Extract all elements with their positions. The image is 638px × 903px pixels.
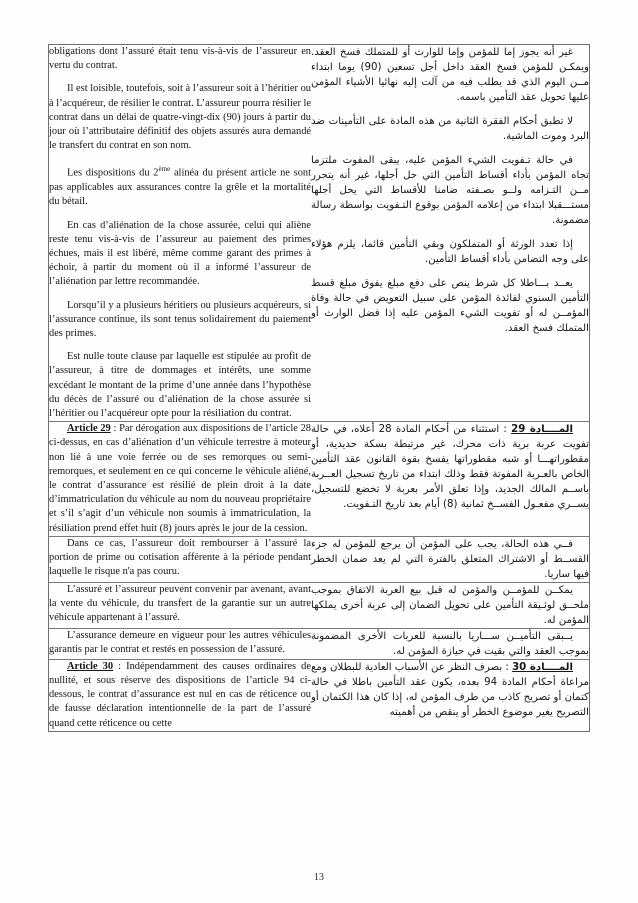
article-label-fr: Article 30	[67, 660, 114, 672]
page-number: 13	[314, 872, 324, 883]
paragraph-fr: obligations dont l’assuré était tenu vis-à-vis de l’assureur en vertu du contrat.	[49, 46, 311, 72]
paragraph-ar-article	[311, 422, 589, 512]
paragraph-ar: لا تطبق أحكام الفقرة الثانية من هذه المادة على التأمينات ضد البرد وموت الماشية.	[311, 116, 589, 142]
french-column-cell	[49, 628, 312, 659]
french-column-cell	[49, 422, 312, 537]
arabic-column-cell	[311, 628, 590, 659]
paragraph-ar: إذا تعدد الورثة أو المتملكون وبقي التأمين قائما، يلزم هؤلاء على وجه التضامن بأداء أقساط التأمين.	[311, 239, 589, 265]
table-row	[49, 536, 590, 582]
paragraph-fr: Dans ce cas, l’assureur doit rembourser à l’assuré la portion de prime ou cotisation afférente à la période pendant laquelle le risque n'a pas couru.	[49, 537, 311, 578]
paragraph-ar: في حالة تـفويت الشيء المؤمن عليه، يبقى المفوت ملتزما تجاه المؤمن بأداء أقساط التأمين التي حل أجلها، غير أنه يتحرر مــن التـزامه ولــو بصـفته ضامنا للأقساط التي يحل أجلها مستـــقبلا ابتداء من إعلامه المؤمن بوقوع التـفويت بواسطة رسالة مضمونة.	[311, 155, 589, 226]
table-row	[49, 628, 590, 659]
article-label-fr: Article 29	[67, 423, 111, 435]
paragraph-ar: يمكــن للمؤمــن والمؤمن له قبل بيع العربة الاتفاق بموجب ملحــق لوثـيقة التأمين على تحويل الضمان إلى عربة أخرى يملكها المؤمن له.	[311, 584, 589, 626]
paragraph-fr: L’assurance demeure en vigueur pour les autres véhicules garantis par le contrat et restés en possession de l’assuré.	[49, 629, 311, 655]
french-column-cell	[49, 659, 312, 731]
paragraph-ar: فــي هذه الحالة، يجب على المؤمن أن يرجع للمؤمن له جزء القســط أو الاشتراك المتعلق بالفترة التي لم يعد ضمان الخطر فيها ساريا.	[311, 538, 589, 580]
bilingual-text-table	[48, 44, 590, 732]
alinea-prefix: Les dispositions du 2	[67, 167, 159, 179]
table-row	[49, 582, 590, 628]
table-row	[49, 659, 590, 731]
alinea-superscript: ème	[158, 165, 171, 174]
french-column-cell	[49, 582, 312, 628]
french-column-cell	[49, 536, 312, 582]
article-body-fr: : Par dérogation aux dispositions de l’article 28 ci-dessus, en cas d’aliénation d’un véhicule terrestre à moteur non lié à une voie ferrée ou de ses remorques ou semi-remorques, et seulement en ce qui concerne le véhicule aliéné, le contrat d’assurance est résilié de plein droit à la date d’immatriculation du véhicule au nom du nouveau propriétaire et s’il s’agit d’un véhicule non soumis à immatriculation, la résiliation prend effet huit (8) jours après le jour de la cession.	[49, 423, 311, 534]
paragraph-fr: Est nulle toute clause par laquelle est stipulée au profit de l’assureur, à titre de dommages et intérêts, une somme excédant le montant de la prime d’une année dans l’hypothèse du décès de l’assuré ou d’aliénation de la chose assurée si l’héritier ou l’acquéreur opte pour la résiliation du contrat.	[49, 351, 311, 419]
article-label-ar: المــــادة 30	[512, 661, 573, 673]
article-body-ar: : استثناء من أحكام المادة 28 أعلاه، في حالة تفويت عربة برية ذات محرك، غير مرتبطة بسكة حديدية، أو مقطوراتهـــا أو شبه مقطوراتها يفسخ بقوة القانون عقد التأمين الخاص بالعـربة المفوتة فقط وذلك ابتداء من تاريخ تسجيل العــربة باســم المالك الجديد، وإذا تعلق الأمر بعربة لا تخضع للتسجيل، يســري مفعـول الفســخ ثمانية (8) أيام بعد تاريخ التـفويت.	[311, 424, 589, 511]
paragraph-fr-article	[49, 422, 311, 536]
article-body-fr: : Indépendamment des causes ordinaires de nullité, et sous réserve des dispositions de l’article 94 ci-dessous, le contrat d’assurance est nul en cas de réticence ou de fausse déclaration intentionnelle de la part de l’assuré quand cette réticence ou cette	[49, 660, 311, 729]
paragraph-fr: Il est loisible, toutefois, soit à l’assureur soit à l’héritier ou à l’acquéreur, de résilier le contrat. L’assureur pourra résilier le contrat dans un délai de quatre-vingt-dix (90) jours à partir du jour où l’attributaire définitif des objets assurés aura demandé le transfert du contrat en son nom.	[49, 83, 312, 152]
paragraph-fr: L’assuré et l’assureur peuvent convenir par avenant, avant la vente du véhicule, du transfert de la garantie sur un autre véhicule appartenant à l’assuré.	[49, 583, 311, 624]
paragraph-fr-article	[49, 660, 311, 731]
arabic-column-cell	[311, 536, 590, 582]
alinea-suffix: alinéa du présent article ne sont pas applicables aux assurances contre la grêle et la mortalité du bétail.	[49, 167, 311, 208]
paragraph-ar: يعــد بـــاطلا كل شرط ينص على دفع مبلغ يفوق مبلغ قسط التأمين السنوي لفائدة المؤمن على سبيل التعويض في حالة وفاة المؤمــن له أو تفويت الشيء المؤمن عليه إذا فضل الوارث أو المتملك فسخ العقد.	[311, 278, 589, 334]
paragraph-fr: En cas d’aliénation de la chose assurée, celui qui aliène reste tenu vis-à-vis de l’assureur au paiement des primes échues, mais il est libéré, même comme garant des primes à échoir, à partir du moment où il a informé l’assureur de l’aliénation par lettre recommandée.	[49, 219, 311, 288]
table-row	[49, 45, 590, 422]
article-label-ar: المــــادة 29	[511, 424, 573, 436]
article-body-ar: : بصرف النظر عن الأسباب العادية للبطلان ومع مراعاة أحكام المادة 94 بعده، يكون عقد التأمين باطلا في حالة كتمان أو تصريح كاذب من طرف المؤمن له، إذا كان هذا الكتمان أو التصريح يغير موضوع الخطر أو ينقص من أهميته	[311, 661, 589, 718]
arabic-column-cell	[311, 659, 590, 731]
arabic-column-cell	[311, 422, 590, 537]
french-column-cell	[49, 45, 312, 422]
table-row	[49, 422, 590, 537]
arabic-column-cell	[311, 45, 590, 422]
paragraph-ar: يــبقى التأميــن ســـاريا بالنسبة للعربات الأخرى المضمونة بموجب العقد والتي بقيت في حيازة المؤمن له.	[311, 630, 589, 657]
table-body	[49, 45, 590, 732]
paragraph-ar-article	[311, 660, 589, 720]
paragraph-ar: غير أنه يجوز إما للمؤمن وإما للوارث أو للمتملك فسخ العقد. ويمكـن للمؤمن فسخ العقد داخل أجل تسعين (90) يوما ابتداء مــن اليوم الذي قد يطلب فيه من آلت إليه نهائيا الأشياء المؤمن عليها تحويل عقد التأمين باسمه.	[311, 47, 589, 103]
paragraph-fr-alinea	[49, 162, 311, 209]
paragraph-fr: Lorsqu’il y a plusieurs héritiers ou plusieurs acquéreurs, si l’assurance continue, ils sont tenus solidairement du paiement des primes.	[49, 299, 311, 339]
arabic-column-cell	[311, 582, 590, 628]
